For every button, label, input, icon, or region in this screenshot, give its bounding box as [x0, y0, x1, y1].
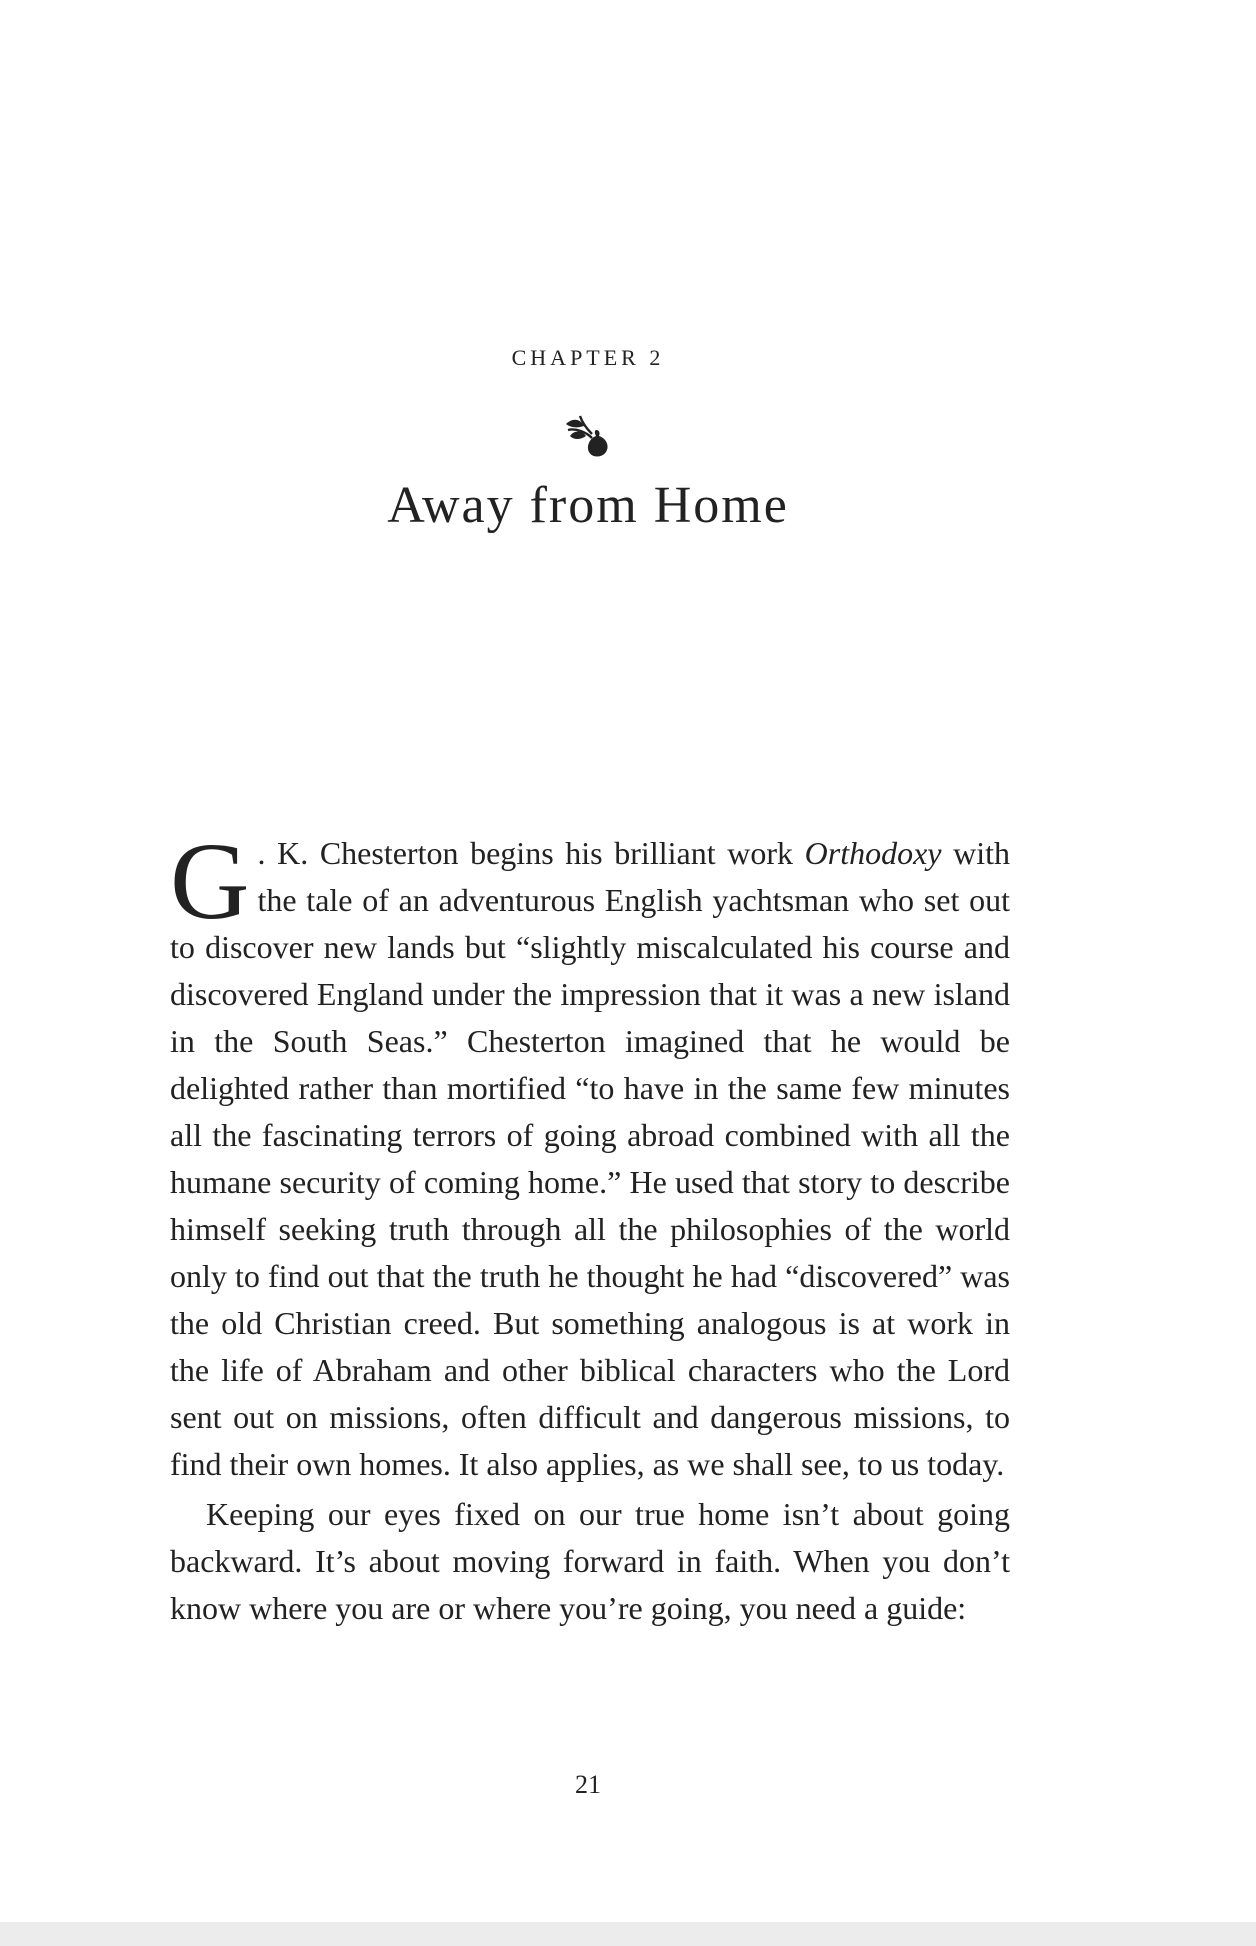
- chapter-title: Away from Home: [387, 477, 789, 534]
- drop-cap: G: [170, 820, 250, 942]
- paragraph-1-rest: with the tale of an adventurous English yachtsman who set out to discover new lands but “slightly miscalculated his course and discovered England under the impression that it was a new island in the South Seas.” Chesterton imagined that he would be delighted rather than mortified “to have in the same few minutes all the fascinating terrors of going abroad combined with all the humane security of coming home.” He used that story to describe himself seeking truth through all the philosophies of the world only to find out that the truth he thought he had “discovered” was the old Christian creed. But something analogous is at work in the life of Abraham and other biblical characters who the Lord sent out on missions, often difficult and dangerous missions, to find their own homes. It also applies, as we shall see, to us today.: [170, 835, 1011, 1482]
- paragraph-1-lead: . K. Chesterton begins his brilliant work: [257, 835, 805, 871]
- bottom-edge-bar: [0, 1922, 1256, 1946]
- floral-fleuron-icon: [562, 410, 614, 462]
- chapter-body: [170, 820, 1011, 1632]
- paragraph-2: Keeping our eyes fixed on our true home isn’t about going backward. It’s about moving forward in faith. When you don’t know where you are or where you’re going, you need a guide:: [170, 1496, 1010, 1626]
- book-title: Orthodoxy: [804, 835, 942, 871]
- page-number: 21: [575, 1770, 601, 1799]
- paragraph-1: [170, 820, 1011, 1488]
- chapter-label: CHAPTER 2: [511, 345, 665, 370]
